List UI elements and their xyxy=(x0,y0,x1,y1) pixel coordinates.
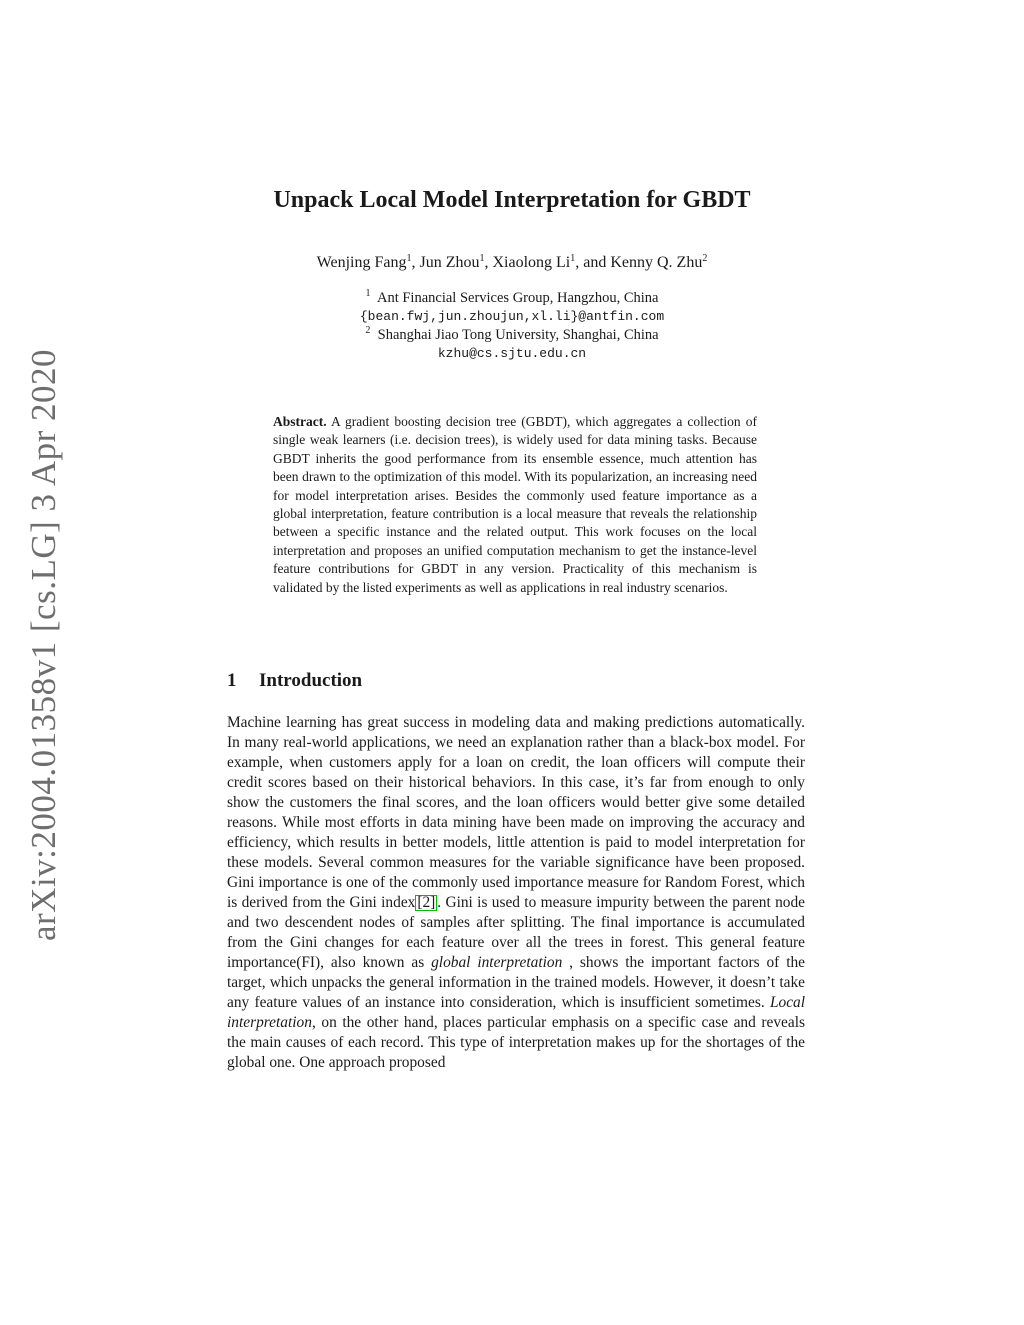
section-title: Introduction xyxy=(259,670,363,691)
abstract-text: A gradient boosting decision tree (GBDT), which aggregates a collection of single weak learners (i.e. decision trees), is widely used for data mining tasks. Because GBDT inherits the good performance from its ensemble essence, much attention has been drawn to the optimization of this model. With its popularization, an increasing need for model interpretation arises. Besides the commonly used feature importance as a global interpretation, feature contribution is a local measure that reveals the relationship between a specific instance and the related output. This work focuses on the local interpretation and proposes an unified computation mechanism to get the instance-level feature contributions for GBDT in any version. Practicality of this mechanism is validated by the listed experiments as well as applications in real industry scenarios. xyxy=(273,414,757,595)
section-heading xyxy=(227,670,362,692)
citation-link[interactable]: [2] xyxy=(417,894,436,911)
author-name: Kenny Q. Zhu xyxy=(610,254,703,271)
affiliation-mark: 1 xyxy=(479,253,485,264)
author-name: Wenjing Fang xyxy=(316,254,407,271)
abstract xyxy=(273,413,757,597)
affiliation-email[interactable]: {bean.fwj,jun.zhoujun,xl.li}@antfin.com xyxy=(359,308,665,324)
affiliation-name: Shanghai Jiao Tong University, Shanghai, China xyxy=(377,327,659,343)
emphasis-term: global interpretation xyxy=(431,954,563,971)
affiliations xyxy=(0,289,1024,363)
affiliation-1 xyxy=(0,289,1024,308)
paper-title: Unpack Local Model Interpretation for GBDT xyxy=(273,187,751,213)
affiliation-mark: 1 xyxy=(406,253,412,264)
affiliation-mark: 2 xyxy=(702,253,708,264)
author-list: Wenjing Fang$^1$, Jun Zhou$^1$, Xiaolong Li$^1$, and Kenny Q. Zhu$^2$ xyxy=(316,253,708,271)
emphasis-term: Local interpretation xyxy=(227,994,805,1031)
affiliation-2 xyxy=(0,326,1024,345)
affiliation-name: Ant Financial Services Group, Hangzhou, China xyxy=(376,290,659,306)
abstract-label: Abstract. xyxy=(273,414,327,429)
author-name: Xiaolong Li xyxy=(492,254,571,271)
introduction-paragraph: Machine learning has great success in modeling data and making predictions automatically. In many real-world applications, we need an explanation rather than a black-box model. For example, when customers apply for a loan on credit, the loan officers will compute their credit scores based on their historical behaviors. In this case, it’s far from enough to only show the customers the final scores, and the loan officers would better give some detailed reasons. While most efforts in data mining have been made on improving the accuracy and efficiency, which results in better models, little attention is paid to model interpretation for these models. Several common measures for the variable significance have been proposed. Gini importance is one of the commonly used importance measure for Random Forest, which is derived from the Gini index [2] . Gini is used to measure impurity between the parent node and two descendent nodes of samples after splitting. The final importance is accumulated from the Gini changes for each feature over all the trees in forest. This general feature importance(FI), also known as global interpretation , shows the important factors of the target, which unpacks the general information in the trained models. However, it doesn’t take any feature values of an instance into consideration, which is insufficient sometimes. Local interpretation, on the other hand, places particular emphasis on a specific case and reveals the main causes of each record. This type of interpretation makes up for the shortages of the global one. One approach proposed xyxy=(227,714,805,1071)
affiliation-email[interactable]: kzhu@cs.sjtu.edu.cn xyxy=(437,345,587,361)
affiliation-mark: 1 xyxy=(570,253,576,264)
author-name: Jun Zhou xyxy=(419,254,480,271)
section-number: 1 xyxy=(227,670,237,691)
arxiv-id[interactable]: arXiv:2004.01358v1 [cs.LG] 3 Apr 2020 xyxy=(24,348,63,942)
affiliation-mark: 2 xyxy=(365,325,371,336)
affiliation-mark: 1 xyxy=(365,288,371,299)
